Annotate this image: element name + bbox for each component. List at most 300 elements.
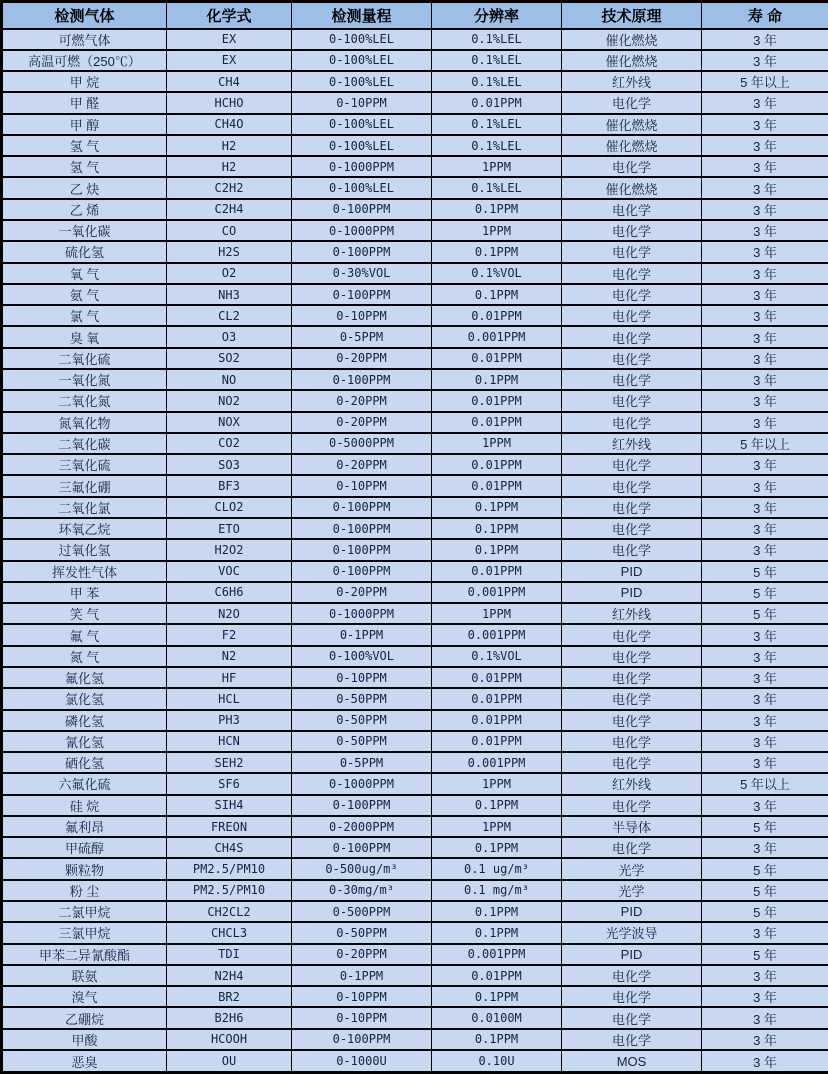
cell-detection-range: 0-100PPM — [292, 284, 432, 305]
cell-chemical-formula: H2O2 — [167, 539, 292, 560]
cell-detection-range: 0-30%VOL — [292, 263, 432, 284]
cell-lifespan: 3 年 — [702, 29, 828, 50]
table-row — [2, 177, 828, 198]
cell-lifespan: 3 年 — [702, 1050, 828, 1073]
cell-gas-name: 挥发性气体 — [2, 561, 167, 582]
cell-detection-range: 0-10PPM — [292, 986, 432, 1007]
cell-gas-name: 溴气 — [2, 986, 167, 1007]
cell-principle: 电化学 — [562, 539, 702, 560]
cell-principle: 电化学 — [562, 241, 702, 262]
cell-chemical-formula: VOC — [167, 561, 292, 582]
cell-principle: 催化燃烧 — [562, 29, 702, 50]
cell-chemical-formula: SF6 — [167, 773, 292, 794]
cell-chemical-formula: FREON — [167, 816, 292, 837]
cell-chemical-formula: NOX — [167, 412, 292, 433]
cell-gas-name: 一氧化氮 — [2, 369, 167, 390]
cell-principle: PID — [562, 561, 702, 582]
cell-chemical-formula: HCHO — [167, 92, 292, 113]
cell-lifespan: 3 年 — [702, 986, 828, 1007]
cell-principle: 催化燃烧 — [562, 50, 702, 71]
cell-gas-name: 磷化氢 — [2, 710, 167, 731]
cell-lifespan: 3 年 — [702, 710, 828, 731]
cell-resolution: 1PPM — [432, 603, 562, 624]
header-row — [2, 2, 828, 29]
cell-principle: MOS — [562, 1050, 702, 1073]
cell-gas-name: 三氧化硫 — [2, 454, 167, 475]
cell-detection-range: 0-100%LEL — [292, 50, 432, 71]
cell-resolution: 0.1%LEL — [432, 114, 562, 135]
cell-gas-name: 氧 气 — [2, 263, 167, 284]
cell-resolution: 0.001PPM — [432, 944, 562, 965]
cell-chemical-formula: ETO — [167, 518, 292, 539]
cell-lifespan: 3 年 — [702, 965, 828, 986]
cell-detection-range: 0-50PPM — [292, 688, 432, 709]
cell-chemical-formula: C6H6 — [167, 582, 292, 603]
cell-gas-name: 笑 气 — [2, 603, 167, 624]
cell-lifespan: 3 年 — [702, 731, 828, 752]
cell-detection-range: 0-10PPM — [292, 667, 432, 688]
table-row — [2, 731, 828, 752]
table-row — [2, 816, 828, 837]
cell-principle: 电化学 — [562, 305, 702, 326]
cell-detection-range: 0-100%VOL — [292, 646, 432, 667]
cell-detection-range: 0-20PPM — [292, 582, 432, 603]
cell-resolution: 0.01PPM — [432, 965, 562, 986]
cell-lifespan: 3 年 — [702, 454, 828, 475]
cell-chemical-formula: H2 — [167, 156, 292, 177]
cell-resolution: 0.01PPM — [432, 475, 562, 496]
cell-principle: 电化学 — [562, 326, 702, 347]
cell-chemical-formula: NO2 — [167, 390, 292, 411]
cell-principle: 红外线 — [562, 71, 702, 92]
cell-resolution: 0.1PPM — [432, 539, 562, 560]
cell-resolution: 1PPM — [432, 156, 562, 177]
cell-lifespan: 3 年 — [702, 518, 828, 539]
cell-chemical-formula: CL2 — [167, 305, 292, 326]
cell-detection-range: 0-100PPM — [292, 561, 432, 582]
table-row — [2, 284, 828, 305]
cell-detection-range: 0-100PPM — [292, 199, 432, 220]
cell-gas-name: 二氧化碳 — [2, 433, 167, 454]
cell-resolution: 0.01PPM — [432, 348, 562, 369]
cell-principle: 电化学 — [562, 390, 702, 411]
cell-gas-name: 氟化氢 — [2, 667, 167, 688]
cell-principle: 电化学 — [562, 731, 702, 752]
cell-lifespan: 3 年 — [702, 241, 828, 262]
cell-gas-name: 二氧化氮 — [2, 390, 167, 411]
table-row — [2, 901, 828, 922]
cell-gas-name: 氟 气 — [2, 624, 167, 645]
cell-detection-range: 0-20PPM — [292, 944, 432, 965]
cell-resolution: 0.1%LEL — [432, 71, 562, 92]
cell-principle: 电化学 — [562, 263, 702, 284]
table-body — [2, 29, 828, 1073]
cell-lifespan: 3 年 — [702, 667, 828, 688]
table-row — [2, 497, 828, 518]
cell-chemical-formula: HCOOH — [167, 1029, 292, 1050]
cell-detection-range: 0-1000PPM — [292, 773, 432, 794]
cell-resolution: 0.01PPM — [432, 710, 562, 731]
cell-chemical-formula: SO2 — [167, 348, 292, 369]
table-row — [2, 305, 828, 326]
cell-chemical-formula: N2H4 — [167, 965, 292, 986]
cell-lifespan: 3 年 — [702, 475, 828, 496]
cell-principle: 红外线 — [562, 433, 702, 454]
cell-gas-name: 二氧化硫 — [2, 348, 167, 369]
cell-detection-range: 0-50PPM — [292, 731, 432, 752]
cell-lifespan: 5 年 — [702, 561, 828, 582]
cell-gas-name: 甲 烷 — [2, 71, 167, 92]
cell-detection-range: 0-100PPM — [292, 518, 432, 539]
cell-gas-name: 硅 烷 — [2, 795, 167, 816]
cell-resolution: 0.001PPM — [432, 624, 562, 645]
cell-lifespan: 3 年 — [702, 795, 828, 816]
cell-chemical-formula: CLO2 — [167, 497, 292, 518]
cell-principle: 光学 — [562, 858, 702, 879]
cell-gas-name: 甲酸 — [2, 1029, 167, 1050]
cell-gas-name: 高温可燃（250℃） — [2, 50, 167, 71]
cell-lifespan: 5 年 — [702, 944, 828, 965]
cell-resolution: 0.01PPM — [432, 561, 562, 582]
cell-detection-range: 0-100PPM — [292, 369, 432, 390]
cell-chemical-formula: NH3 — [167, 284, 292, 305]
col-header-range: 检测量程 — [292, 2, 432, 29]
cell-principle: 电化学 — [562, 1007, 702, 1028]
cell-lifespan: 5 年 — [702, 816, 828, 837]
cell-principle: 电化学 — [562, 348, 702, 369]
table-row — [2, 582, 828, 603]
cell-chemical-formula: PM2.5/PM10 — [167, 858, 292, 879]
cell-detection-range: 0-10PPM — [292, 1007, 432, 1028]
cell-detection-range: 0-5PPM — [292, 326, 432, 347]
col-header-life: 寿 命 — [702, 2, 828, 29]
cell-principle: 电化学 — [562, 667, 702, 688]
cell-principle: 电化学 — [562, 199, 702, 220]
cell-detection-range: 0-1000PPM — [292, 603, 432, 624]
table-row — [2, 412, 828, 433]
cell-chemical-formula: C2H2 — [167, 177, 292, 198]
cell-chemical-formula: CO — [167, 220, 292, 241]
table-row — [2, 199, 828, 220]
cell-detection-range: 0-20PPM — [292, 348, 432, 369]
cell-resolution: 0.1%VOL — [432, 646, 562, 667]
cell-resolution: 0.1%LEL — [432, 135, 562, 156]
table-row — [2, 795, 828, 816]
cell-gas-name: 三氯甲烷 — [2, 922, 167, 943]
cell-detection-range: 0-10PPM — [292, 475, 432, 496]
table-row — [2, 965, 828, 986]
cell-chemical-formula: H2S — [167, 241, 292, 262]
cell-gas-name: 氨 气 — [2, 284, 167, 305]
cell-resolution: 0.1 ug/m³ — [432, 858, 562, 879]
cell-lifespan: 3 年 — [702, 1007, 828, 1028]
cell-principle: 电化学 — [562, 795, 702, 816]
cell-lifespan: 5 年 — [702, 582, 828, 603]
cell-resolution: 0.001PPM — [432, 582, 562, 603]
cell-chemical-formula: OU — [167, 1050, 292, 1073]
cell-detection-range: 0-2000PPM — [292, 816, 432, 837]
table-row — [2, 326, 828, 347]
cell-gas-name: 六氟化硫 — [2, 773, 167, 794]
cell-detection-range: 0-100PPM — [292, 241, 432, 262]
cell-chemical-formula: PH3 — [167, 710, 292, 731]
cell-gas-name: 氯化氢 — [2, 688, 167, 709]
cell-lifespan: 3 年 — [702, 156, 828, 177]
cell-lifespan: 3 年 — [702, 497, 828, 518]
cell-detection-range: 0-100PPM — [292, 539, 432, 560]
cell-lifespan: 3 年 — [702, 348, 828, 369]
cell-principle: 电化学 — [562, 646, 702, 667]
cell-principle: 电化学 — [562, 1029, 702, 1050]
cell-principle: 电化学 — [562, 156, 702, 177]
cell-lifespan: 3 年 — [702, 177, 828, 198]
cell-lifespan: 3 年 — [702, 114, 828, 135]
cell-lifespan: 5 年 — [702, 880, 828, 901]
cell-chemical-formula: NO — [167, 369, 292, 390]
cell-detection-range: 0-1000PPM — [292, 156, 432, 177]
cell-resolution: 0.1%LEL — [432, 177, 562, 198]
table-row — [2, 390, 828, 411]
cell-lifespan: 5 年 — [702, 858, 828, 879]
cell-resolution: 0.1PPM — [432, 986, 562, 1007]
cell-lifespan: 3 年 — [702, 390, 828, 411]
cell-principle: 电化学 — [562, 986, 702, 1007]
cell-lifespan: 3 年 — [702, 539, 828, 560]
cell-lifespan: 3 年 — [702, 50, 828, 71]
cell-detection-range: 0-10PPM — [292, 305, 432, 326]
cell-gas-name: 甲硫醇 — [2, 837, 167, 858]
cell-resolution: 0.1PPM — [432, 922, 562, 943]
cell-principle: 红外线 — [562, 603, 702, 624]
cell-chemical-formula: CHCL3 — [167, 922, 292, 943]
cell-principle: 红外线 — [562, 773, 702, 794]
cell-principle: 电化学 — [562, 412, 702, 433]
cell-detection-range: 0-100%LEL — [292, 135, 432, 156]
cell-detection-range: 0-100%LEL — [292, 71, 432, 92]
cell-resolution: 0.01PPM — [432, 305, 562, 326]
table-row — [2, 518, 828, 539]
col-header-resolution: 分辨率 — [432, 2, 562, 29]
cell-resolution: 0.01PPM — [432, 92, 562, 113]
cell-resolution: 0.1PPM — [432, 284, 562, 305]
table-row — [2, 773, 828, 794]
cell-chemical-formula: HCN — [167, 731, 292, 752]
cell-principle: 电化学 — [562, 454, 702, 475]
cell-lifespan: 3 年 — [702, 922, 828, 943]
cell-principle: 电化学 — [562, 624, 702, 645]
cell-principle: 催化燃烧 — [562, 114, 702, 135]
cell-lifespan: 3 年 — [702, 412, 828, 433]
cell-lifespan: 5 年以上 — [702, 433, 828, 454]
table-row — [2, 50, 828, 71]
table-row — [2, 92, 828, 113]
table-row — [2, 710, 828, 731]
cell-detection-range: 0-500ug/m³ — [292, 858, 432, 879]
cell-lifespan: 5 年以上 — [702, 71, 828, 92]
cell-resolution: 1PPM — [432, 220, 562, 241]
table-row — [2, 156, 828, 177]
cell-resolution: 0.01PPM — [432, 667, 562, 688]
cell-lifespan: 5 年 — [702, 603, 828, 624]
cell-principle: 电化学 — [562, 497, 702, 518]
table-row — [2, 986, 828, 1007]
cell-detection-range: 0-100PPM — [292, 1029, 432, 1050]
cell-lifespan: 3 年 — [702, 305, 828, 326]
table-row — [2, 454, 828, 475]
cell-resolution: 1PPM — [432, 773, 562, 794]
cell-resolution: 0.1%VOL — [432, 263, 562, 284]
cell-gas-name: 颗粒物 — [2, 858, 167, 879]
cell-resolution: 0.1PPM — [432, 369, 562, 390]
cell-resolution: 0.01PPM — [432, 454, 562, 475]
cell-detection-range: 0-500PPM — [292, 901, 432, 922]
cell-resolution: 0.1PPM — [432, 518, 562, 539]
table-row — [2, 858, 828, 879]
cell-lifespan: 3 年 — [702, 1029, 828, 1050]
cell-lifespan: 3 年 — [702, 199, 828, 220]
cell-principle: PID — [562, 901, 702, 922]
cell-gas-name: 甲 醛 — [2, 92, 167, 113]
table-row — [2, 1029, 828, 1050]
cell-gas-name: 乙 炔 — [2, 177, 167, 198]
cell-chemical-formula: CH4S — [167, 837, 292, 858]
cell-gas-name: 可燃气体 — [2, 29, 167, 50]
cell-resolution: 0.0100M — [432, 1007, 562, 1028]
cell-detection-range: 0-100%LEL — [292, 114, 432, 135]
cell-resolution: 0.1PPM — [432, 1029, 562, 1050]
cell-principle: 电化学 — [562, 710, 702, 731]
table-row — [2, 752, 828, 773]
cell-principle: 电化学 — [562, 752, 702, 773]
cell-detection-range: 0-100PPM — [292, 837, 432, 858]
cell-gas-name: 过氧化氢 — [2, 539, 167, 560]
cell-gas-name: 硫化氢 — [2, 241, 167, 262]
table-row — [2, 29, 828, 50]
cell-gas-name: 二氯甲烷 — [2, 901, 167, 922]
cell-principle: 电化学 — [562, 518, 702, 539]
table-row — [2, 71, 828, 92]
cell-gas-name: 氮 气 — [2, 646, 167, 667]
table-row — [2, 220, 828, 241]
cell-gas-name: 二氧化氯 — [2, 497, 167, 518]
cell-chemical-formula: F2 — [167, 624, 292, 645]
cell-gas-name: 三氟化硼 — [2, 475, 167, 496]
cell-gas-name: 恶臭 — [2, 1050, 167, 1073]
cell-principle: 电化学 — [562, 369, 702, 390]
table-row — [2, 624, 828, 645]
cell-lifespan: 3 年 — [702, 326, 828, 347]
cell-chemical-formula: CH2CL2 — [167, 901, 292, 922]
cell-detection-range: 0-5PPM — [292, 752, 432, 773]
cell-resolution: 0.001PPM — [432, 326, 562, 347]
cell-principle: 光学波导 — [562, 922, 702, 943]
cell-gas-name: 氢 气 — [2, 135, 167, 156]
cell-principle: 催化燃烧 — [562, 135, 702, 156]
table-row — [2, 944, 828, 965]
cell-resolution: 0.01PPM — [432, 412, 562, 433]
cell-principle: 电化学 — [562, 92, 702, 113]
cell-chemical-formula: TDI — [167, 944, 292, 965]
cell-gas-name: 臭 氧 — [2, 326, 167, 347]
table-row — [2, 1050, 828, 1073]
cell-resolution: 0.01PPM — [432, 390, 562, 411]
cell-chemical-formula: HF — [167, 667, 292, 688]
cell-resolution: 0.1PPM — [432, 199, 562, 220]
table-row — [2, 561, 828, 582]
cell-lifespan: 3 年 — [702, 752, 828, 773]
cell-resolution: 1PPM — [432, 816, 562, 837]
cell-detection-range: 0-1000PPM — [292, 220, 432, 241]
cell-resolution: 0.1%LEL — [432, 50, 562, 71]
table-row — [2, 1007, 828, 1028]
table-row — [2, 837, 828, 858]
cell-detection-range: 0-100PPM — [292, 497, 432, 518]
cell-resolution: 0.1PPM — [432, 497, 562, 518]
cell-lifespan: 3 年 — [702, 263, 828, 284]
cell-gas-name: 氢 气 — [2, 156, 167, 177]
cell-resolution: 0.1PPM — [432, 241, 562, 262]
cell-detection-range: 0-20PPM — [292, 412, 432, 433]
cell-chemical-formula: O2 — [167, 263, 292, 284]
cell-chemical-formula: N2O — [167, 603, 292, 624]
cell-principle: PID — [562, 944, 702, 965]
cell-detection-range: 0-50PPM — [292, 922, 432, 943]
cell-lifespan: 3 年 — [702, 624, 828, 645]
cell-principle: 电化学 — [562, 688, 702, 709]
cell-chemical-formula: B2H6 — [167, 1007, 292, 1028]
cell-lifespan: 3 年 — [702, 220, 828, 241]
cell-gas-name: 环氧乙烷 — [2, 518, 167, 539]
cell-chemical-formula: SO3 — [167, 454, 292, 475]
table-row — [2, 646, 828, 667]
cell-lifespan: 3 年 — [702, 369, 828, 390]
table-row — [2, 688, 828, 709]
cell-detection-range: 0-100%LEL — [292, 177, 432, 198]
cell-chemical-formula: H2 — [167, 135, 292, 156]
cell-resolution: 0.1PPM — [432, 795, 562, 816]
cell-resolution: 0.01PPM — [432, 688, 562, 709]
cell-chemical-formula: CO2 — [167, 433, 292, 454]
cell-resolution: 0.1%LEL — [432, 29, 562, 50]
cell-principle: 电化学 — [562, 220, 702, 241]
cell-chemical-formula: BF3 — [167, 475, 292, 496]
cell-gas-name: 乙硼烷 — [2, 1007, 167, 1028]
cell-principle: 电化学 — [562, 284, 702, 305]
cell-principle: 电化学 — [562, 837, 702, 858]
cell-chemical-formula: C2H4 — [167, 199, 292, 220]
cell-gas-name: 氰化氢 — [2, 731, 167, 752]
cell-principle: PID — [562, 582, 702, 603]
table-row — [2, 539, 828, 560]
cell-detection-range: 0-100PPM — [292, 795, 432, 816]
cell-detection-range: 0-100%LEL — [292, 29, 432, 50]
col-header-formula: 化学式 — [167, 2, 292, 29]
cell-detection-range: 0-30mg/m³ — [292, 880, 432, 901]
table-row — [2, 348, 828, 369]
cell-resolution: 0.1PPM — [432, 901, 562, 922]
table-row — [2, 241, 828, 262]
cell-lifespan: 3 年 — [702, 646, 828, 667]
table-row — [2, 263, 828, 284]
cell-resolution: 0.1 mg/m³ — [432, 880, 562, 901]
cell-gas-name: 氯 气 — [2, 305, 167, 326]
cell-detection-range: 0-1PPM — [292, 624, 432, 645]
cell-chemical-formula: SIH4 — [167, 795, 292, 816]
cell-gas-name: 甲苯二异氰酸酯 — [2, 944, 167, 965]
cell-principle: 半导体 — [562, 816, 702, 837]
cell-detection-range: 0-20PPM — [292, 390, 432, 411]
table-row — [2, 880, 828, 901]
